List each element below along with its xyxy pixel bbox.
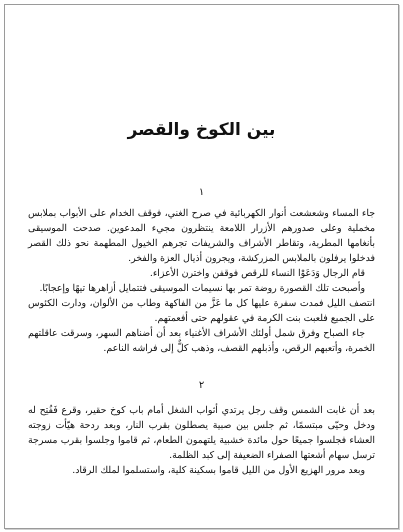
paragraph: وأصبحت تلك القصورة روضة تمر بها نسيمات الموسيقى فتتمايل أزاهرها تيهًا وإعجابًا. [39, 283, 365, 294]
paragraph: انتصف الليل فمدت سفرة عليها كل ما عَزَّ من الفاكهة وطاب من الألوان، ودارت الكئوس على الجميع فلعبت بنت الكرمة في عقولهم حتى أفعمتهم. [28, 298, 375, 324]
section-1-body [28, 206, 375, 356]
paragraph: قام الرجال وَدَعَوْا النساء للرقص فوقفن واخترن الأعزاء. [149, 268, 365, 279]
page-title: بين الكوخ والقصر [127, 120, 276, 140]
paragraph: بعد أن غابت الشمس وقف رجل يرتدي أثواب الشغل أمام باب كوخ حقير، وقرع فَفُتِح له ودخل وحيّى مبتسمًا، ثم جلس بين صبية يصطلون بقرب النار، وبعد ردحة هيّأت زوجته العشاء فجلسوا جميعًا حول مائدة خشبية يلتهمون الطعام، ثم قاموا وجلسوا بقرب مسرجة ترسل سهام أشعتها الصفراء الضعيفة إلى كبد الظلمة. [28, 405, 375, 461]
section-number: ١ [198, 187, 205, 198]
section-number: ٢ [198, 380, 205, 391]
paragraph: وبعد مرور الهزيع الأول من الليل قاموا بسكينة كلية، واستسلموا لملك الرقاد. [72, 465, 365, 476]
paragraph: جاء المساء وشعشعت أنوار الكهربائية في صرح الغني، فوقف الخدام على الأبواب بملابس مخملية وعلى صدورهم الأزرار اللامعة ينتظرون مجيء المدعوين. صدحت الموسيقى بأنغامها المطربة، وتقاطر الأشراف والشريفات تجرهم الخيول المطهمة نحو ذلك القصر فدخلوا يرفلون بالملابس المزركشة، ويجرون أذيال العزة والفخر. [28, 208, 375, 264]
paragraph: جاء الصباح وفرق شمل أولئك الأشراف الأغنياء بعد أن أضناهم السهر، وسرقت عاقلتهم الخمرة، وأتعبهم الرقص، وأذبلهم القصف، وذهب كلٌّ إلى فراشه الناعم. [28, 328, 375, 354]
section-2-body [28, 403, 375, 478]
